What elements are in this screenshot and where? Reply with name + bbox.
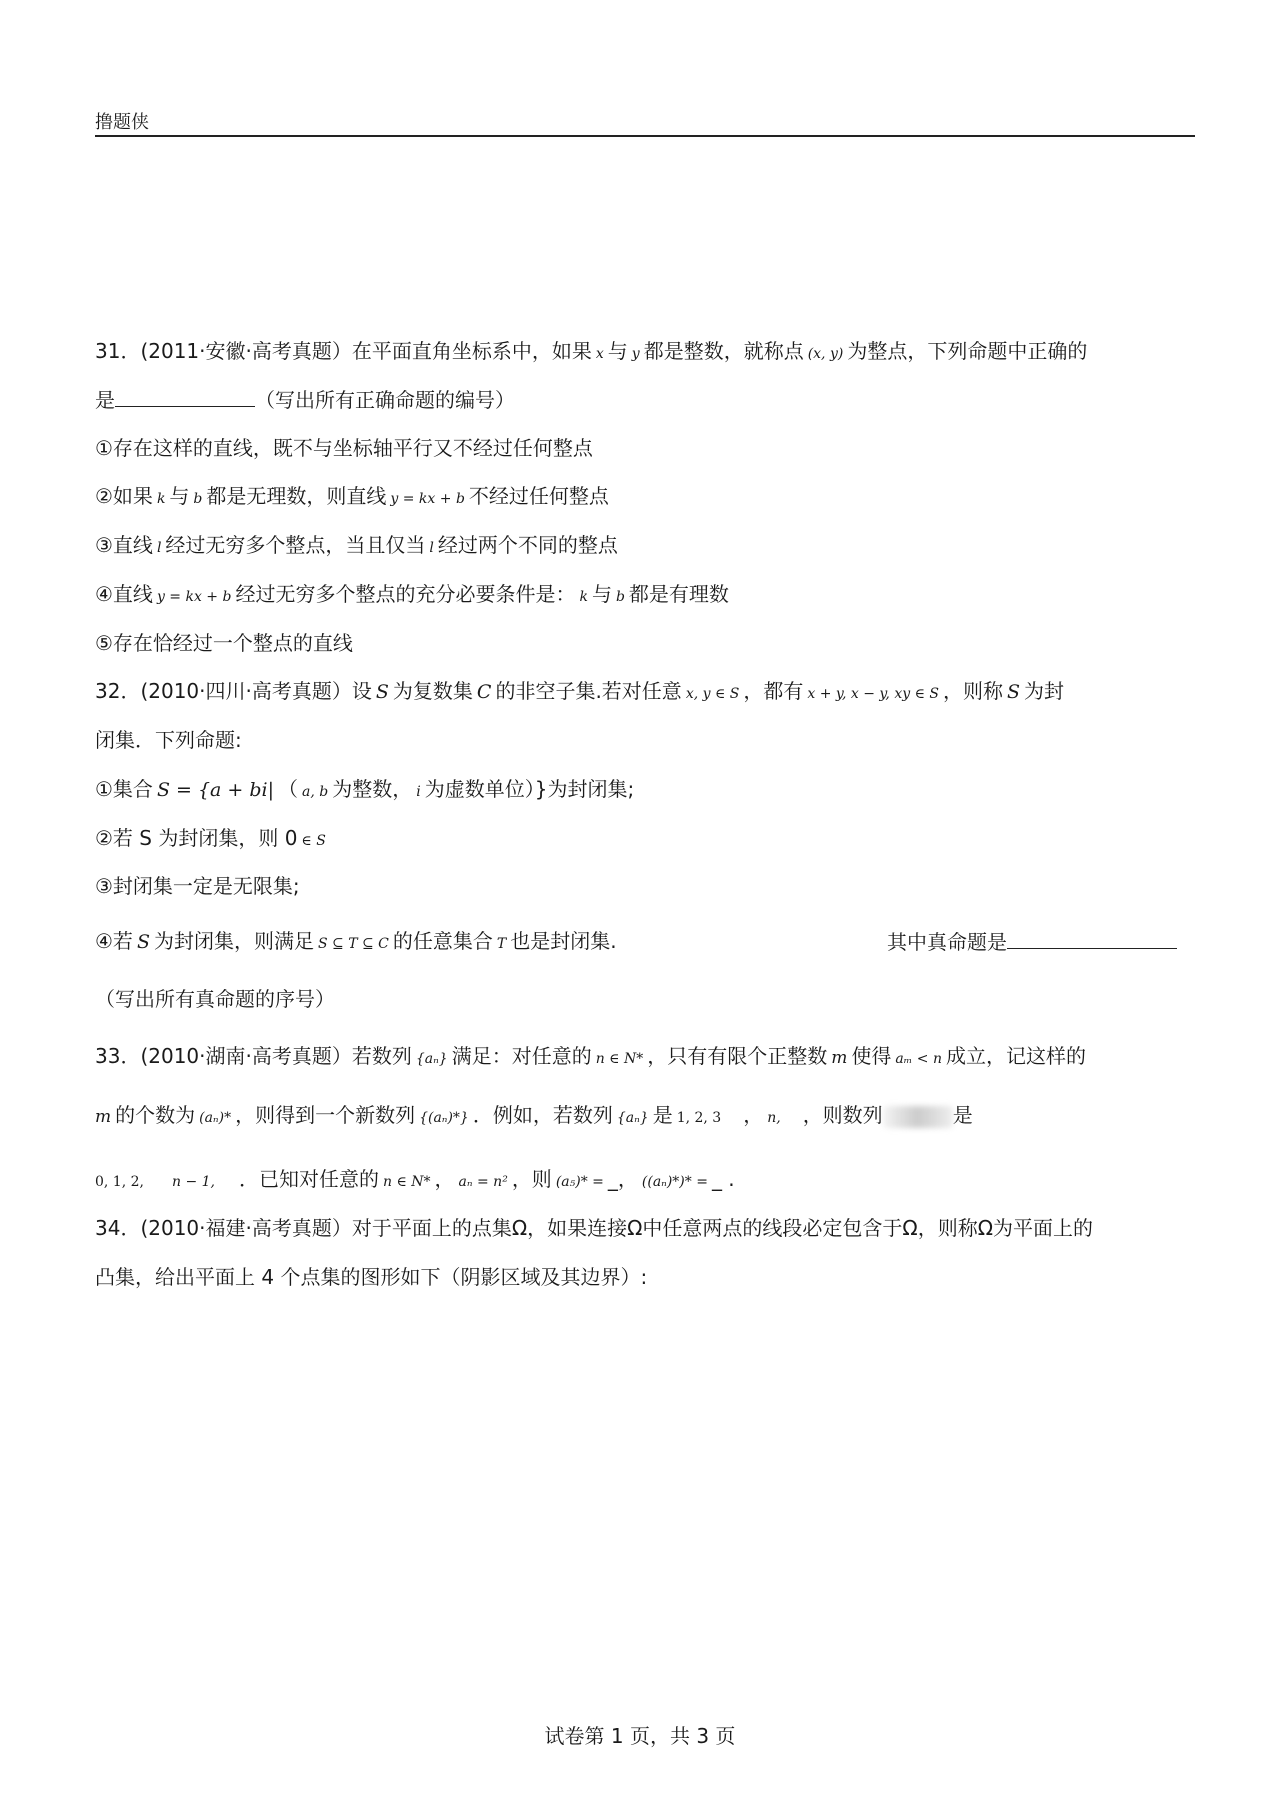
math-am-less-n: aₘ < n bbox=[895, 1051, 942, 1067]
math-closure-ops: x + y, x − y, xy ∈ S bbox=[807, 686, 939, 702]
q32-line-2: 闭集．下列命题: bbox=[95, 728, 242, 752]
q31-text: 31．(2011·安徽·高考真题）在平面直角坐标系中，如果 bbox=[95, 339, 592, 363]
q31-text: 都是整数，就称点 bbox=[643, 339, 804, 363]
math-sequence-values: 0, 1, 2, bbox=[95, 1174, 144, 1190]
q31-text: 与 bbox=[591, 582, 612, 606]
answer-blank-33b[interactable]: _ . bbox=[711, 1167, 735, 1191]
q33-line-1 bbox=[95, 1041, 1086, 1071]
q33-text: ．例如，若数列 bbox=[472, 1103, 613, 1127]
math-sequence-an: {aₙ} bbox=[415, 1051, 448, 1067]
q32-option-3: ③封闭集一定是无限集; bbox=[95, 874, 300, 898]
answer-blank-31[interactable] bbox=[115, 384, 255, 407]
q31-text: 都是有理数 bbox=[628, 582, 729, 606]
math-m: m bbox=[95, 1107, 112, 1127]
q33-text: ，则数列 bbox=[802, 1103, 883, 1127]
header-title: 撸题侠 bbox=[95, 112, 149, 133]
q33-text: 满足：对任意的 bbox=[451, 1044, 592, 1068]
q32-option-1 bbox=[95, 774, 634, 804]
math-in-S: ∈ S bbox=[301, 833, 326, 849]
q31-text: 经过无穷多个整点，当且仅当 bbox=[165, 533, 426, 557]
q33-text: ，则 bbox=[511, 1167, 552, 1191]
math-S: S bbox=[1007, 681, 1021, 703]
math-an-equals-n-squared: aₙ = n² bbox=[458, 1174, 508, 1190]
q33-text: ， bbox=[743, 1103, 764, 1127]
q32-line-1 bbox=[95, 676, 1064, 706]
q33-line-3 bbox=[95, 1164, 735, 1194]
math-S: S bbox=[136, 931, 150, 953]
answer-blank-33a[interactable]: _， bbox=[607, 1167, 638, 1191]
q31-option-5: ⑤存在恰经过一个整点的直线 bbox=[95, 631, 353, 655]
q33-text: 33．(2010·湖南·高考真题）若数列 bbox=[95, 1044, 412, 1068]
q31-text: 都是无理数，则直线 bbox=[206, 484, 387, 508]
q31-text: 经过无穷多个整点的充分必要条件是： bbox=[235, 582, 576, 606]
math-b: b bbox=[193, 491, 203, 507]
math-k: k bbox=[156, 491, 166, 507]
q32-option-2 bbox=[95, 823, 330, 853]
q32-text: 的非空子集.若对任意 bbox=[495, 679, 682, 703]
answer-blank-32[interactable] bbox=[1007, 926, 1177, 949]
math-n-minus-1: n − 1, bbox=[171, 1174, 215, 1190]
math-sequence-values: 1, 2, 3 bbox=[676, 1110, 722, 1126]
header-rule bbox=[95, 135, 1195, 137]
math-S: S bbox=[375, 681, 389, 703]
math-n-in-N: n ∈ N* bbox=[383, 1174, 431, 1190]
q33-text: ，只有有限个正整数 bbox=[647, 1044, 828, 1068]
q33-text: 成立，记这样的 bbox=[945, 1044, 1086, 1068]
q31-option-2 bbox=[95, 481, 609, 511]
math-sequence-an: {aₙ} bbox=[616, 1110, 649, 1126]
q31-text: 为整点，下列命题中正确的 bbox=[847, 339, 1088, 363]
math-y: y bbox=[631, 346, 640, 362]
page-footer: 试卷第 1 页，共 3 页 bbox=[544, 1724, 736, 1748]
math-l: l bbox=[156, 540, 162, 556]
math-n-in-N: n ∈ N* bbox=[595, 1051, 644, 1067]
q32-text: 为复数集 bbox=[392, 679, 473, 703]
q32-text: 32．(2010·四川·高考真题）设 bbox=[95, 679, 372, 703]
math-m: m bbox=[831, 1048, 848, 1068]
q32-text: ，则称 bbox=[943, 679, 1003, 703]
q33-text: ，则得到一个新数列 bbox=[235, 1103, 416, 1127]
math-i: i bbox=[416, 784, 421, 800]
q33-text: 的个数为 bbox=[115, 1103, 196, 1127]
math-point: (x, y) bbox=[807, 346, 844, 362]
math-l: l bbox=[429, 540, 434, 556]
q32-text: ②若 S 为封闭集，则 0 bbox=[95, 826, 298, 850]
q32-text: 为封闭集，则满足 bbox=[153, 929, 314, 953]
math-k: k bbox=[579, 589, 588, 605]
math-x: x bbox=[595, 346, 604, 362]
q33-text: 是 bbox=[952, 1103, 973, 1127]
q33-text: ．已知对任意的 bbox=[239, 1167, 379, 1191]
q32-text: 其中真命题是 bbox=[887, 930, 1007, 954]
math-line-equation: y = kx + b bbox=[156, 589, 232, 605]
q31-line-2 bbox=[95, 384, 515, 414]
q32-text: （ bbox=[278, 777, 299, 801]
math-sequence-an-star: {(aₙ)*} bbox=[419, 1110, 469, 1126]
math-an-star-star: ((aₙ)*)* = bbox=[641, 1174, 708, 1190]
q32-answer-prompt bbox=[887, 926, 1177, 956]
q31-text: ②如果 bbox=[95, 484, 153, 508]
q31-option-3 bbox=[95, 530, 618, 560]
q32-text: 的任意集合 bbox=[392, 929, 493, 953]
math-a-b: a, b bbox=[302, 784, 329, 800]
q31-text: ③直线 bbox=[95, 533, 153, 557]
math-a5-star: (a₅)* = bbox=[555, 1174, 604, 1190]
q32-text: ④若 bbox=[95, 929, 133, 953]
q32-text: 也是封闭集. bbox=[510, 929, 617, 953]
q33-text: 是 bbox=[652, 1103, 673, 1127]
q31-option-4 bbox=[95, 579, 729, 609]
q31-text: 与 bbox=[607, 339, 628, 363]
math-line-equation: y = kx + b bbox=[390, 491, 465, 507]
q34-line-2: 凸集，给出平面上 4 个点集的图形如下（阴影区域及其边界）: bbox=[95, 1265, 648, 1289]
q31-text: 经过两个不同的整点 bbox=[437, 533, 618, 557]
q31-text: ④直线 bbox=[95, 582, 153, 606]
math-T: T bbox=[496, 936, 507, 952]
q32-option-4 bbox=[95, 926, 617, 956]
q34-line-1: 34．(2010·福建·高考真题）对于平面上的点集Ω，如果连接Ω中任意两点的线段必定包含于Ω，则称Ω为平面上的 bbox=[95, 1216, 1093, 1240]
q31-text: （写出所有正确命题的编号） bbox=[255, 388, 515, 412]
q32-text: 为整数， bbox=[332, 777, 413, 801]
q32-text: 为封 bbox=[1024, 679, 1065, 703]
math-C: C bbox=[476, 681, 492, 703]
q31-option-1: ①存在这样的直线，既不与坐标轴平行又不经过任何整点 bbox=[95, 436, 593, 460]
math-set-definition: S = {a + bi| bbox=[156, 779, 275, 801]
math-subset-chain: S ⊆ T ⊆ C bbox=[317, 936, 389, 952]
q32-text: ①集合 bbox=[95, 777, 153, 801]
q31-text: 不经过任何整点 bbox=[468, 484, 609, 508]
math-an-star: (aₙ)* bbox=[199, 1110, 232, 1126]
q33-text: 使得 bbox=[851, 1044, 892, 1068]
q31-line-1 bbox=[95, 336, 1087, 366]
q32-text: ，都有 bbox=[743, 679, 804, 703]
q31-text: 是 bbox=[95, 388, 115, 412]
q32-text: 为虚数单位）}为封闭集; bbox=[424, 777, 635, 801]
math-x-y-in-S: x, y ∈ S bbox=[685, 686, 740, 702]
q31-text: 与 bbox=[169, 484, 190, 508]
q33-text: ， bbox=[434, 1167, 455, 1191]
math-n: n, bbox=[767, 1110, 781, 1126]
math-b: b bbox=[615, 589, 625, 605]
q32-note: （写出所有真命题的序号） bbox=[95, 987, 335, 1011]
blurred-region bbox=[883, 1106, 953, 1128]
q33-line-2 bbox=[95, 1100, 973, 1130]
